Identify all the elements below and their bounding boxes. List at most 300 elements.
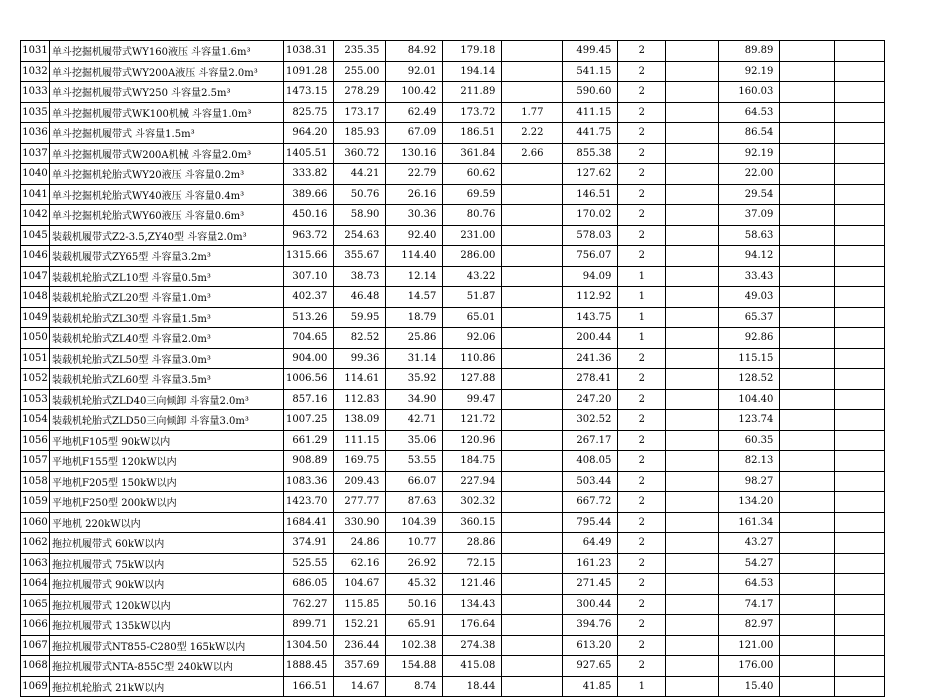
labor-cost-cell[interactable]: 94.09 (563, 266, 618, 287)
install-cell[interactable] (502, 594, 563, 615)
extra-cell-a[interactable] (780, 676, 835, 697)
total-cost-cell[interactable]: 307.10 (284, 266, 334, 287)
install-cell[interactable] (502, 512, 563, 533)
item-code-cell[interactable]: 1058 (21, 471, 50, 492)
repair-cell[interactable]: 42.71 (386, 410, 443, 431)
extra-cell-a[interactable] (780, 512, 835, 533)
total-cost-cell[interactable]: 964.20 (284, 123, 334, 144)
fuel-cell[interactable] (666, 123, 719, 144)
fuel-cell[interactable] (666, 656, 719, 677)
labor-cost-cell[interactable]: 247.20 (563, 389, 618, 410)
crew-count-cell[interactable]: 2 (618, 41, 666, 62)
crew-count-cell[interactable]: 1 (618, 266, 666, 287)
crew-count-cell[interactable]: 2 (618, 246, 666, 267)
machine-name-cell[interactable]: 拖拉机履带式 135kW以内 (50, 615, 284, 636)
crew-count-cell[interactable]: 2 (618, 82, 666, 103)
total-cost-cell[interactable]: 686.05 (284, 574, 334, 595)
repair-cell[interactable]: 104.39 (386, 512, 443, 533)
extra-cell-a[interactable] (780, 246, 835, 267)
depreciation-cell[interactable]: 357.69 (334, 656, 386, 677)
maintenance-cell[interactable]: 227.94 (443, 471, 502, 492)
machine-name-cell[interactable]: 拖拉机轮胎式 21kW以内 (50, 676, 284, 697)
maintenance-cell[interactable]: 360.15 (443, 512, 502, 533)
item-code-cell[interactable]: 1035 (21, 102, 50, 123)
crew-count-cell[interactable]: 1 (618, 676, 666, 697)
labor-cost-cell[interactable]: 613.20 (563, 635, 618, 656)
labor-cost-cell[interactable]: 394.76 (563, 615, 618, 636)
total-cost-cell[interactable]: 525.55 (284, 553, 334, 574)
depreciation-cell[interactable]: 104.67 (334, 574, 386, 595)
machine-name-cell[interactable]: 拖拉机履带式 90kW以内 (50, 574, 284, 595)
item-code-cell[interactable]: 1068 (21, 656, 50, 677)
install-cell[interactable] (502, 635, 563, 656)
labor-cost-cell[interactable]: 667.72 (563, 492, 618, 513)
total-cost-cell[interactable]: 661.29 (284, 430, 334, 451)
machine-name-cell[interactable]: 装载机履带式Z2-3.5,ZY40型 斗容量2.0m³ (50, 225, 284, 246)
fuel-cell[interactable] (666, 225, 719, 246)
maintenance-cell[interactable]: 110.86 (443, 348, 502, 369)
maintenance-cell[interactable]: 69.59 (443, 184, 502, 205)
depreciation-cell[interactable]: 235.35 (334, 41, 386, 62)
depreciation-cell[interactable]: 38.73 (334, 266, 386, 287)
item-code-cell[interactable]: 1041 (21, 184, 50, 205)
crew-count-cell[interactable]: 2 (618, 430, 666, 451)
install-cell[interactable] (502, 553, 563, 574)
fuel-cell[interactable] (666, 205, 719, 226)
repair-cell[interactable]: 62.49 (386, 102, 443, 123)
crew-count-cell[interactable]: 2 (618, 61, 666, 82)
install-cell[interactable] (502, 451, 563, 472)
install-cell[interactable] (502, 307, 563, 328)
labor-cost-cell[interactable]: 441.75 (563, 123, 618, 144)
maintenance-cell[interactable]: 127.88 (443, 369, 502, 390)
crew-count-cell[interactable]: 2 (618, 225, 666, 246)
power-cell[interactable]: 94.12 (719, 246, 780, 267)
depreciation-cell[interactable]: 50.76 (334, 184, 386, 205)
depreciation-cell[interactable]: 59.95 (334, 307, 386, 328)
extra-cell-b[interactable] (835, 492, 885, 513)
crew-count-cell[interactable]: 2 (618, 184, 666, 205)
maintenance-cell[interactable]: 99.47 (443, 389, 502, 410)
fuel-cell[interactable] (666, 82, 719, 103)
install-cell[interactable] (502, 41, 563, 62)
machine-name-cell[interactable]: 装载机轮胎式ZL20型 斗容量1.0m³ (50, 287, 284, 308)
machine-name-cell[interactable]: 平地机F155型 120kW以内 (50, 451, 284, 472)
extra-cell-a[interactable] (780, 328, 835, 349)
machine-name-cell[interactable]: 装载机履带式ZY65型 斗容量3.2m³ (50, 246, 284, 267)
depreciation-cell[interactable]: 254.63 (334, 225, 386, 246)
depreciation-cell[interactable]: 111.15 (334, 430, 386, 451)
crew-count-cell[interactable]: 1 (618, 328, 666, 349)
item-code-cell[interactable]: 1045 (21, 225, 50, 246)
power-cell[interactable]: 54.27 (719, 553, 780, 574)
item-code-cell[interactable]: 1066 (21, 615, 50, 636)
repair-cell[interactable]: 66.07 (386, 471, 443, 492)
fuel-cell[interactable] (666, 369, 719, 390)
power-cell[interactable]: 98.27 (719, 471, 780, 492)
total-cost-cell[interactable]: 908.89 (284, 451, 334, 472)
repair-cell[interactable]: 100.42 (386, 82, 443, 103)
extra-cell-b[interactable] (835, 656, 885, 677)
depreciation-cell[interactable]: 330.90 (334, 512, 386, 533)
repair-cell[interactable]: 50.16 (386, 594, 443, 615)
power-cell[interactable]: 33.43 (719, 266, 780, 287)
machine-name-cell[interactable]: 单斗挖掘机轮胎式WY20液压 斗容量0.2m³ (50, 164, 284, 185)
depreciation-cell[interactable]: 46.48 (334, 287, 386, 308)
item-code-cell[interactable]: 1062 (21, 533, 50, 554)
labor-cost-cell[interactable]: 300.44 (563, 594, 618, 615)
maintenance-cell[interactable]: 274.38 (443, 635, 502, 656)
extra-cell-b[interactable] (835, 328, 885, 349)
depreciation-cell[interactable]: 82.52 (334, 328, 386, 349)
extra-cell-b[interactable] (835, 205, 885, 226)
labor-cost-cell[interactable]: 302.52 (563, 410, 618, 431)
machine-name-cell[interactable]: 平地机 220kW以内 (50, 512, 284, 533)
labor-cost-cell[interactable]: 200.44 (563, 328, 618, 349)
repair-cell[interactable]: 35.92 (386, 369, 443, 390)
extra-cell-b[interactable] (835, 615, 885, 636)
power-cell[interactable]: 49.03 (719, 287, 780, 308)
power-cell[interactable]: 60.35 (719, 430, 780, 451)
machine-name-cell[interactable]: 单斗挖掘机轮胎式WY40液压 斗容量0.4m³ (50, 184, 284, 205)
depreciation-cell[interactable]: 152.21 (334, 615, 386, 636)
repair-cell[interactable]: 130.16 (386, 143, 443, 164)
item-code-cell[interactable]: 1047 (21, 266, 50, 287)
depreciation-cell[interactable]: 115.85 (334, 594, 386, 615)
maintenance-cell[interactable]: 51.87 (443, 287, 502, 308)
total-cost-cell[interactable]: 857.16 (284, 389, 334, 410)
total-cost-cell[interactable]: 1304.50 (284, 635, 334, 656)
depreciation-cell[interactable]: 278.29 (334, 82, 386, 103)
fuel-cell[interactable] (666, 492, 719, 513)
install-cell[interactable] (502, 205, 563, 226)
depreciation-cell[interactable]: 360.72 (334, 143, 386, 164)
labor-cost-cell[interactable]: 241.36 (563, 348, 618, 369)
maintenance-cell[interactable]: 134.43 (443, 594, 502, 615)
install-cell[interactable] (502, 410, 563, 431)
item-code-cell[interactable]: 1064 (21, 574, 50, 595)
maintenance-cell[interactable]: 211.89 (443, 82, 502, 103)
labor-cost-cell[interactable]: 127.62 (563, 164, 618, 185)
repair-cell[interactable]: 25.86 (386, 328, 443, 349)
total-cost-cell[interactable]: 1091.28 (284, 61, 334, 82)
install-cell[interactable] (502, 656, 563, 677)
item-code-cell[interactable]: 1046 (21, 246, 50, 267)
fuel-cell[interactable] (666, 348, 719, 369)
extra-cell-a[interactable] (780, 287, 835, 308)
power-cell[interactable]: 160.03 (719, 82, 780, 103)
item-code-cell[interactable]: 1069 (21, 676, 50, 697)
item-code-cell[interactable]: 1056 (21, 430, 50, 451)
labor-cost-cell[interactable]: 541.15 (563, 61, 618, 82)
install-cell[interactable] (502, 184, 563, 205)
labor-cost-cell[interactable]: 411.15 (563, 102, 618, 123)
fuel-cell[interactable] (666, 451, 719, 472)
install-cell[interactable] (502, 492, 563, 513)
extra-cell-b[interactable] (835, 451, 885, 472)
item-code-cell[interactable]: 1060 (21, 512, 50, 533)
labor-cost-cell[interactable]: 756.07 (563, 246, 618, 267)
crew-count-cell[interactable]: 2 (618, 574, 666, 595)
fuel-cell[interactable] (666, 61, 719, 82)
crew-count-cell[interactable]: 2 (618, 553, 666, 574)
item-code-cell[interactable]: 1053 (21, 389, 50, 410)
extra-cell-a[interactable] (780, 225, 835, 246)
machine-name-cell[interactable]: 装载机轮胎式ZLD40三向倾卸 斗容量2.0m³ (50, 389, 284, 410)
extra-cell-a[interactable] (780, 635, 835, 656)
fuel-cell[interactable] (666, 615, 719, 636)
extra-cell-a[interactable] (780, 389, 835, 410)
maintenance-cell[interactable]: 184.75 (443, 451, 502, 472)
maintenance-cell[interactable]: 43.22 (443, 266, 502, 287)
labor-cost-cell[interactable]: 271.45 (563, 574, 618, 595)
extra-cell-b[interactable] (835, 594, 885, 615)
crew-count-cell[interactable]: 2 (618, 471, 666, 492)
extra-cell-a[interactable] (780, 430, 835, 451)
repair-cell[interactable]: 45.32 (386, 574, 443, 595)
power-cell[interactable]: 92.19 (719, 61, 780, 82)
total-cost-cell[interactable]: 963.72 (284, 225, 334, 246)
fuel-cell[interactable] (666, 143, 719, 164)
extra-cell-a[interactable] (780, 82, 835, 103)
crew-count-cell[interactable]: 2 (618, 143, 666, 164)
item-code-cell[interactable]: 1065 (21, 594, 50, 615)
item-code-cell[interactable]: 1036 (21, 123, 50, 144)
extra-cell-b[interactable] (835, 184, 885, 205)
power-cell[interactable]: 15.40 (719, 676, 780, 697)
machine-name-cell[interactable]: 平地机F250型 200kW以内 (50, 492, 284, 513)
repair-cell[interactable]: 18.79 (386, 307, 443, 328)
maintenance-cell[interactable]: 60.62 (443, 164, 502, 185)
labor-cost-cell[interactable]: 408.05 (563, 451, 618, 472)
extra-cell-a[interactable] (780, 594, 835, 615)
depreciation-cell[interactable]: 209.43 (334, 471, 386, 492)
extra-cell-b[interactable] (835, 307, 885, 328)
extra-cell-b[interactable] (835, 471, 885, 492)
install-cell[interactable] (502, 82, 563, 103)
item-code-cell[interactable]: 1048 (21, 287, 50, 308)
labor-cost-cell[interactable]: 170.02 (563, 205, 618, 226)
install-cell[interactable] (502, 615, 563, 636)
fuel-cell[interactable] (666, 410, 719, 431)
fuel-cell[interactable] (666, 41, 719, 62)
repair-cell[interactable]: 84.92 (386, 41, 443, 62)
power-cell[interactable]: 121.00 (719, 635, 780, 656)
labor-cost-cell[interactable]: 112.92 (563, 287, 618, 308)
power-cell[interactable]: 58.63 (719, 225, 780, 246)
install-cell[interactable] (502, 225, 563, 246)
depreciation-cell[interactable]: 112.83 (334, 389, 386, 410)
depreciation-cell[interactable]: 355.67 (334, 246, 386, 267)
extra-cell-b[interactable] (835, 430, 885, 451)
extra-cell-a[interactable] (780, 574, 835, 595)
labor-cost-cell[interactable]: 855.38 (563, 143, 618, 164)
install-cell[interactable] (502, 287, 563, 308)
total-cost-cell[interactable]: 389.66 (284, 184, 334, 205)
machine-name-cell[interactable]: 单斗挖掘机履带式WY200A液压 斗容量2.0m³ (50, 61, 284, 82)
power-cell[interactable]: 74.17 (719, 594, 780, 615)
total-cost-cell[interactable]: 166.51 (284, 676, 334, 697)
machine-name-cell[interactable]: 拖拉机履带式NT855-C280型 165kW以内 (50, 635, 284, 656)
extra-cell-a[interactable] (780, 164, 835, 185)
extra-cell-b[interactable] (835, 287, 885, 308)
extra-cell-a[interactable] (780, 143, 835, 164)
labor-cost-cell[interactable]: 278.41 (563, 369, 618, 390)
fuel-cell[interactable] (666, 533, 719, 554)
extra-cell-a[interactable] (780, 205, 835, 226)
install-cell[interactable] (502, 389, 563, 410)
maintenance-cell[interactable]: 92.06 (443, 328, 502, 349)
total-cost-cell[interactable]: 899.71 (284, 615, 334, 636)
labor-cost-cell[interactable]: 161.23 (563, 553, 618, 574)
labor-cost-cell[interactable]: 146.51 (563, 184, 618, 205)
machine-name-cell[interactable]: 单斗挖掘机履带式W200A机械 斗容量2.0m³ (50, 143, 284, 164)
power-cell[interactable]: 128.52 (719, 369, 780, 390)
total-cost-cell[interactable]: 1083.36 (284, 471, 334, 492)
depreciation-cell[interactable]: 185.93 (334, 123, 386, 144)
repair-cell[interactable]: 31.14 (386, 348, 443, 369)
labor-cost-cell[interactable]: 590.60 (563, 82, 618, 103)
install-cell[interactable] (502, 471, 563, 492)
labor-cost-cell[interactable]: 64.49 (563, 533, 618, 554)
maintenance-cell[interactable]: 179.18 (443, 41, 502, 62)
power-cell[interactable]: 37.09 (719, 205, 780, 226)
fuel-cell[interactable] (666, 184, 719, 205)
crew-count-cell[interactable]: 2 (618, 123, 666, 144)
maintenance-cell[interactable]: 72.15 (443, 553, 502, 574)
repair-cell[interactable]: 114.40 (386, 246, 443, 267)
extra-cell-a[interactable] (780, 451, 835, 472)
power-cell[interactable]: 65.37 (719, 307, 780, 328)
extra-cell-b[interactable] (835, 512, 885, 533)
fuel-cell[interactable] (666, 430, 719, 451)
fuel-cell[interactable] (666, 389, 719, 410)
install-cell[interactable] (502, 246, 563, 267)
power-cell[interactable]: 64.53 (719, 102, 780, 123)
extra-cell-b[interactable] (835, 574, 885, 595)
item-code-cell[interactable]: 1051 (21, 348, 50, 369)
crew-count-cell[interactable]: 2 (618, 656, 666, 677)
fuel-cell[interactable] (666, 574, 719, 595)
power-cell[interactable]: 104.40 (719, 389, 780, 410)
item-code-cell[interactable]: 1057 (21, 451, 50, 472)
total-cost-cell[interactable]: 374.91 (284, 533, 334, 554)
machine-name-cell[interactable]: 拖拉机履带式NTA-855C型 240kW以内 (50, 656, 284, 677)
machine-name-cell[interactable]: 装载机轮胎式ZL10型 斗容量0.5m³ (50, 266, 284, 287)
extra-cell-b[interactable] (835, 635, 885, 656)
power-cell[interactable]: 115.15 (719, 348, 780, 369)
maintenance-cell[interactable]: 120.96 (443, 430, 502, 451)
extra-cell-a[interactable] (780, 533, 835, 554)
total-cost-cell[interactable]: 1007.25 (284, 410, 334, 431)
machine-name-cell[interactable]: 单斗挖掘机履带式 斗容量1.5m³ (50, 123, 284, 144)
crew-count-cell[interactable]: 1 (618, 307, 666, 328)
crew-count-cell[interactable]: 2 (618, 389, 666, 410)
power-cell[interactable]: 64.53 (719, 574, 780, 595)
repair-cell[interactable]: 22.79 (386, 164, 443, 185)
power-cell[interactable]: 86.54 (719, 123, 780, 144)
item-code-cell[interactable]: 1037 (21, 143, 50, 164)
fuel-cell[interactable] (666, 246, 719, 267)
crew-count-cell[interactable]: 1 (618, 287, 666, 308)
repair-cell[interactable]: 26.92 (386, 553, 443, 574)
item-code-cell[interactable]: 1049 (21, 307, 50, 328)
crew-count-cell[interactable]: 2 (618, 594, 666, 615)
repair-cell[interactable]: 8.74 (386, 676, 443, 697)
extra-cell-a[interactable] (780, 102, 835, 123)
crew-count-cell[interactable]: 2 (618, 102, 666, 123)
repair-cell[interactable]: 154.88 (386, 656, 443, 677)
crew-count-cell[interactable]: 2 (618, 451, 666, 472)
crew-count-cell[interactable]: 2 (618, 533, 666, 554)
fuel-cell[interactable] (666, 287, 719, 308)
extra-cell-a[interactable] (780, 615, 835, 636)
repair-cell[interactable]: 92.40 (386, 225, 443, 246)
item-code-cell[interactable]: 1059 (21, 492, 50, 513)
repair-cell[interactable]: 92.01 (386, 61, 443, 82)
total-cost-cell[interactable]: 1888.45 (284, 656, 334, 677)
install-cell[interactable] (502, 266, 563, 287)
repair-cell[interactable]: 87.63 (386, 492, 443, 513)
extra-cell-b[interactable] (835, 389, 885, 410)
depreciation-cell[interactable]: 173.17 (334, 102, 386, 123)
total-cost-cell[interactable]: 1315.66 (284, 246, 334, 267)
fuel-cell[interactable] (666, 553, 719, 574)
install-cell[interactable] (502, 369, 563, 390)
install-cell[interactable]: 2.66 (502, 143, 563, 164)
maintenance-cell[interactable]: 186.51 (443, 123, 502, 144)
extra-cell-b[interactable] (835, 61, 885, 82)
fuel-cell[interactable] (666, 266, 719, 287)
fuel-cell[interactable] (666, 307, 719, 328)
depreciation-cell[interactable]: 58.90 (334, 205, 386, 226)
fuel-cell[interactable] (666, 471, 719, 492)
crew-count-cell[interactable]: 2 (618, 635, 666, 656)
total-cost-cell[interactable]: 825.75 (284, 102, 334, 123)
depreciation-cell[interactable]: 138.09 (334, 410, 386, 431)
depreciation-cell[interactable]: 14.67 (334, 676, 386, 697)
fuel-cell[interactable] (666, 328, 719, 349)
repair-cell[interactable]: 10.77 (386, 533, 443, 554)
extra-cell-b[interactable] (835, 41, 885, 62)
extra-cell-b[interactable] (835, 348, 885, 369)
crew-count-cell[interactable]: 2 (618, 615, 666, 636)
crew-count-cell[interactable]: 2 (618, 205, 666, 226)
total-cost-cell[interactable]: 513.26 (284, 307, 334, 328)
power-cell[interactable]: 22.00 (719, 164, 780, 185)
machine-name-cell[interactable]: 单斗挖掘机履带式WY160液压 斗容量1.6m³ (50, 41, 284, 62)
machine-name-cell[interactable]: 拖拉机履带式 60kW以内 (50, 533, 284, 554)
extra-cell-a[interactable] (780, 61, 835, 82)
repair-cell[interactable]: 35.06 (386, 430, 443, 451)
depreciation-cell[interactable]: 99.36 (334, 348, 386, 369)
depreciation-cell[interactable]: 62.16 (334, 553, 386, 574)
maintenance-cell[interactable]: 361.84 (443, 143, 502, 164)
fuel-cell[interactable] (666, 594, 719, 615)
extra-cell-a[interactable] (780, 348, 835, 369)
fuel-cell[interactable] (666, 676, 719, 697)
power-cell[interactable]: 176.00 (719, 656, 780, 677)
repair-cell[interactable]: 14.57 (386, 287, 443, 308)
maintenance-cell[interactable]: 80.76 (443, 205, 502, 226)
labor-cost-cell[interactable]: 578.03 (563, 225, 618, 246)
total-cost-cell[interactable]: 333.82 (284, 164, 334, 185)
machine-name-cell[interactable]: 装载机轮胎式ZL40型 斗容量2.0m³ (50, 328, 284, 349)
depreciation-cell[interactable]: 236.44 (334, 635, 386, 656)
total-cost-cell[interactable]: 1684.41 (284, 512, 334, 533)
machine-name-cell[interactable]: 装载机轮胎式ZL30型 斗容量1.5m³ (50, 307, 284, 328)
item-code-cell[interactable]: 1052 (21, 369, 50, 390)
